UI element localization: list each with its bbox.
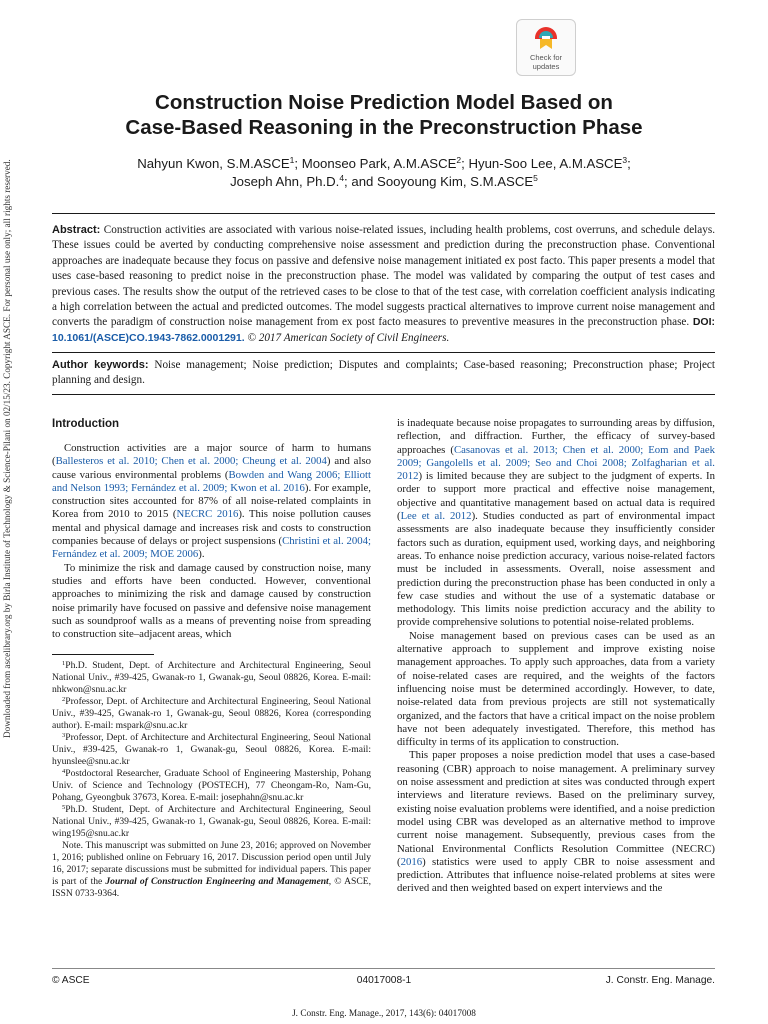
title-line-1: Construction Noise Prediction Model Based on [155,91,613,114]
submission-note [52,840,371,900]
keywords-top-rule [52,352,715,353]
author-affiliation-mark: 3 [622,155,628,165]
citation-link[interactable]: Christini et al. 2004; Fernández et al. 2009; MOE 2006 [52,535,372,561]
footnote-mark: 3 [62,732,66,740]
paragraph-text: Construction activities are a major source of harm to humans ( [52,442,371,468]
body-paragraph [52,442,371,562]
author-line-2 [60,173,708,191]
citation-link[interactable]: Casanovas et al. 2013; Chen et al. 2000; Eom and Paek 2009; Gangolells et al. 2009; Seo and Choi 2008; Zolfagharian et al. 2012 [397,443,715,483]
copyright-notice: © 2017 American Society of Civil Engineers. [247,331,450,344]
author-footnote [52,660,371,696]
journal-name: Journal of Construction Engineering and Management [105,876,329,888]
footnote-text: Ph.D. Student, Dept. of Architecture and Architectural Engineering, Seoul National Univ., #39-425, Gwanak-ro 1, Gwanak-gu, Seoul 08826, Korea. E-mail: wing195@snu.ac.kr [52,804,371,840]
abstract [52,223,715,346]
keywords-text: Noise management; Noise prediction; Disputes and complaints; Case-based reasoning; Preconstruction phase; Project planning and design. [52,359,715,387]
author-affiliation-mark: 4 [339,173,345,183]
paragraph-text: This paper proposes a noise prediction model that uses a case-based reasoning (CBR) approach to noise management. A preliminary survey on noise assessment and prediction at sites was conducted through expert interviews and literature reviews. Based on the preliminary survey, existing noise evaluation problems were identified, and a noise prediction model using CBR was developed as an alternative method to improve current noise management. Subsequently, previous cases from the National Environmental Conflicts Resolution Committee (NECRC) ( [397,749,715,868]
footer-publisher: © ASCE [52,975,90,986]
paper-title [60,90,708,140]
doi-label: DOI: [692,316,715,329]
badge-label-line2: updates [532,62,560,71]
citation-link[interactable]: 2016 [400,855,423,868]
footnote-text: Professor, Dept. of Architecture and Architectural Engineering, Seoul National Univ., #39-425, Gwanak-ro 1, Gwanak-gu, Seoul 08826, Korea (corresponding author). E-mail: mspark@snu.ac.kr [52,696,371,732]
author-separator: ; and [344,174,378,189]
author-line-1 [60,155,708,173]
title-line-2: Case-Based Reasoning in the Preconstruction Phase [125,116,643,139]
paragraph-text: is inadequate because noise propagates to surrounding areas by diffusion, reflection, and diffraction. Further, the efficacy of survey-based approaches ( [397,417,715,456]
page-citation: J. Constr. Eng. Manage., 2017, 143(6): 04017008 [292,1009,476,1019]
abstract-top-rule [52,213,715,214]
body-paragraph [52,562,371,642]
paragraph-text: Noise management based on previous cases can be used as an alternative approach to supplement and improve existing noise management approaches. To apply such approaches, data from a variety of noise-related cases are required, and the weights of the factors influencing noise must be determined accordingly. However, to date, noise-related data from previous projects are still not systematically organized, and the factors that have a critical impact on the noise problem have not been adequately investigated. Therefore, this method has difficulty in terms of its application to construction. [397,629,715,749]
citation-link[interactable]: Bowden and Wang 2006; Elliott and Nelson 1993; Fernández et al. 2009; Kwon et al. 2016 [52,468,371,494]
author-affiliation-mark: 1 [289,155,295,165]
author-footnote [52,768,371,804]
footnote-mark: 1 [62,660,66,668]
paragraph-text: ). For example, construction sites accounted for 87% of all noise-related complaints in Korea from 2010 to 2015 ( [52,481,371,521]
author-name: Hyun-Soo Lee, A.M.ASCE [468,156,623,171]
author-footnote [52,732,371,768]
paragraph-text: ) is limited because they are subject to the judgment of experts. In order to support more practical and effective noise management, objective and quantitative management based on actual data is required ( [397,470,715,523]
paragraph-text: ). Studies conducted as part of environmental impact assessments are also inadequate because they insufficiently consider factors such as duration, equipment used, working days, and neighboring areas. To enhance noise prediction accuracy, various noise-related factors must be included in assessments. Overall, noise assessment and prediction during the preconstruction phase has been conducted in only a few case studies and without the use of a systematic database or methodology. This limits noise prediction accuracy and the ability to provide comprehensive solutions to potential noise-related problems. [397,510,715,629]
submission-note-text: Note. This manuscript was submitted on June 23, 2016; approved on November 1, 2016; published online on February 16, 2017. Discussion period open until July 16, 2017; separate discussions must be submitted for individual papers. This paper is part of the [52,840,371,888]
badge-label-line1: Check for [529,53,563,62]
author-separator: ; [461,156,469,171]
body-paragraph [397,630,715,750]
author-list [60,155,708,191]
body-paragraph [397,417,715,630]
footer-article-number: 04017008-1 [356,975,412,986]
citation-link[interactable]: NECRC 2016 [176,508,239,521]
doi-link[interactable]: 10.1061/(ASCE)CO.1943-7862.0001291. [52,331,245,344]
footnote-mark: 2 [62,696,66,704]
keywords-bottom-rule [52,394,715,395]
author-footnote [52,696,371,732]
author-affiliation-mark: 5 [533,173,538,183]
footer-rule [52,968,715,969]
footnotes [52,660,371,840]
author-name: Moonseo Park, A.M.ASCE [301,156,457,171]
footnote-rule [52,654,154,655]
left-column [52,416,371,900]
paragraph-text: To minimize the risk and damage caused by construction noise, many studies and efforts have been conducted. However, conventional approaches to minimizing the risk and damage caused by construction noise primarily have focused on passive and defensive noise management such as soundproof walls as a means of preventing noise from spreading to construction site–adjacent areas, which [52,561,371,641]
author-affiliation-mark: 2 [456,155,462,165]
author-keywords [52,358,715,389]
right-column [397,417,715,896]
footnote-text: Professor, Dept. of Architecture and Architectural Engineering, Seoul National Univ., #39-425, Gwanak-ro 1, Gwanak-gu, Seoul 08826, Korea. E-mail: hyunslee@snu.ac.kr [52,732,371,768]
submission-note-tail: , © ASCE, ISSN 0733-9364. [52,876,371,900]
author-name: Joseph Ahn, Ph.D. [230,174,340,189]
abstract-text: Construction activities are associated with various noise-related issues, including health problems, cost overruns, and schedule delays. These issues could be averted by conducting comprehensive noise assessment and prediction during the preconstruction phase. Conventional approaches are inadequate because they focus on passive and defensive noise management initiated ex post facto. This paper presents a model that uses case-based reasoning to predict noise in the preconstruction phase. The model was validated by comparing the output of test cases and previous cases. The results show the output of the retrieved cases to be close to that of the test case, with correlation coefficient analysis indicating a high correlation between the actual and predicted outcomes. The model suggests practical alternatives to improve current noise management and converts the paradigm of construction noise management from ex post facto measures to preventive measures in the preconstruction phase. [52,224,715,329]
paragraph-text: ) statistics were used to apply CBR to noise assessment and prediction. Attributes that influence noise-related problems at sites were derived and then weighted based on expert interviews and the [397,855,715,895]
left-column-body [52,442,371,641]
abstract-label: Abstract: [52,224,101,236]
author-name: Sooyoung Kim, S.M.ASCE [377,174,534,189]
body-paragraph [397,749,715,895]
footnote-text: Postdoctoral Researcher, Graduate School of Engineering Mastership, Pohang Univ. of Science and Technology (POSTECH), 77 Cheongam-Ro, Nam-Gu, Pohang, Gyeongbuk 37673, Korea. E-mail: josephahn@snu.ac.kr [52,768,371,804]
download-notice: Downloaded from ascelibrary.org by Birla Institute of Technology & Science-Pilani on 02/15/23. Copyright ASCE. For personal use only; all rights reserved. [2,159,12,738]
paragraph-text: ). [198,548,205,561]
author-separator: ; [294,156,302,171]
check-for-updates-icon [533,25,559,53]
citation-link[interactable]: Ballesteros et al. 2010; Chen et al. 2000; Cheung et al. 2004 [55,455,327,468]
check-for-updates-badge[interactable] [516,19,576,76]
paragraph-text: ). This noise pollution causes mental and physical damage and increases risk and costs to construction companies because of delays or project suspensions ( [52,508,371,548]
footnote-mark: 5 [62,804,66,812]
author-name: Nahyun Kwon, S.M.ASCE [137,156,290,171]
footnote-mark: 4 [62,768,66,776]
footer-journal: J. Constr. Eng. Manage. [605,975,715,986]
section-heading-introduction: Introduction [52,418,120,430]
paragraph-text: ) and also cause various environmental problems ( [52,455,372,481]
footnote-text: Ph.D. Student, Dept. of Architecture and Architectural Engineering, Seoul National Univ., #39-425, Gwanak-ro 1, Gwanak-gu, Seoul 08826, Korea. E-mail: nhkwon@snu.ac.kr [52,660,371,696]
citation-link[interactable]: Lee et al. 2012 [400,510,472,523]
author-separator: ; [627,156,631,171]
right-column-body [397,417,715,896]
keywords-label: Author keywords: [52,359,149,371]
author-footnote [52,804,371,840]
